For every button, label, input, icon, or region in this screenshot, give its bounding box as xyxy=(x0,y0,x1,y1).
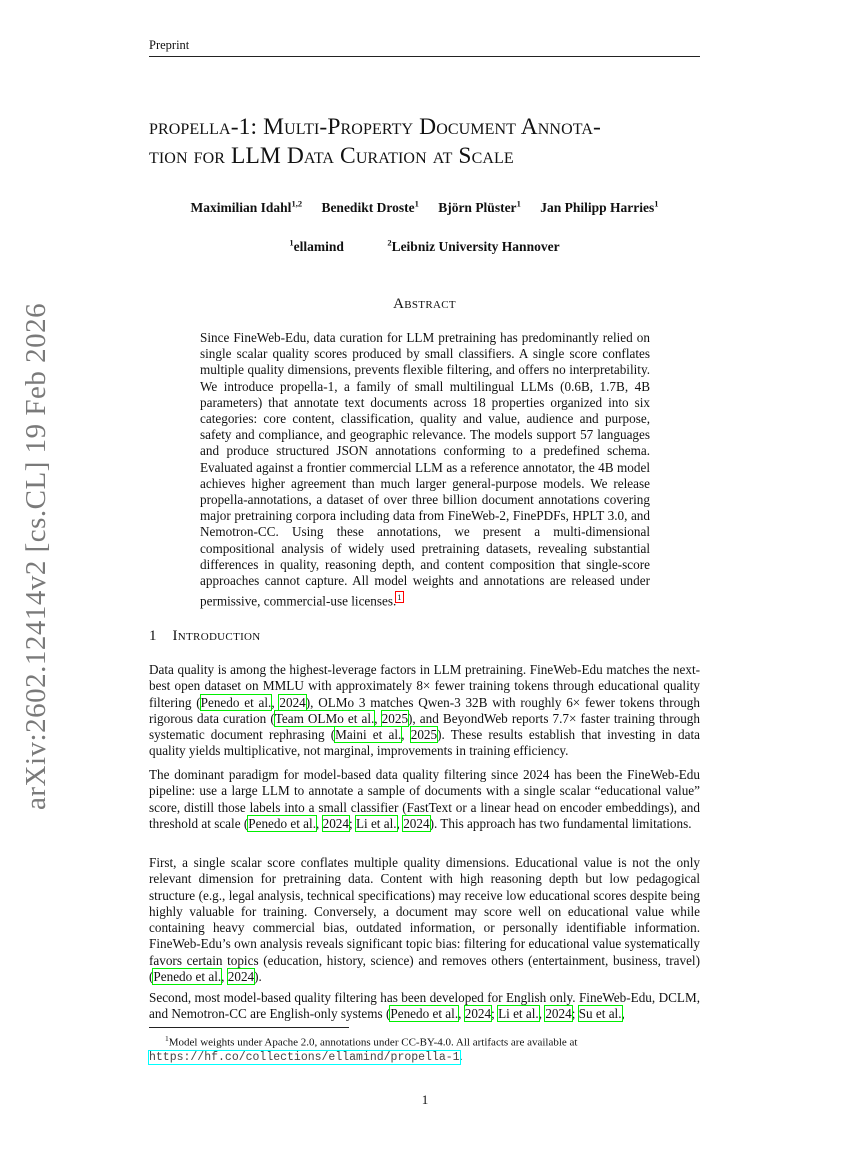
author: Björn Plüster$^1$ xyxy=(438,198,521,215)
paragraph: Second, most model-based quality filtering has been developed for English only. FineWeb-Edu, DCLM, and Nemotron-CC are English-only systems (Penedo et al., 2024; Li et al., 2024; Su et al., xyxy=(149,990,700,1022)
author: Benedikt Droste$^1$ xyxy=(321,198,419,215)
header-rule xyxy=(149,56,700,57)
citation-link[interactable]: Penedo et al. xyxy=(390,1006,459,1022)
author: Maximilian Idahl$^{1,2}$ xyxy=(190,198,303,215)
abstract-heading: Abstract xyxy=(393,296,456,312)
paragraph: First, a single scalar score conflates multiple quality dimensions. Educational value is not the only relevant dimension for pretraining data. Content with high reasoning depth but low pedagogical structure (e.g., legal analysis, technical specifications) may receive low educational scores despite being highly valuable for training. Conversely, a document may score well on educational value while containing heavy commercial bias, outdated information, or personally identifiable information. FineWeb-Edu’s own analysis reveals significant topic bias: filtering for educational value systematically favors certain topics (education, history, science) and removes others (entertainment, business, travel) (Penedo et al., 2024). xyxy=(149,855,700,985)
citation-year-link[interactable]: 2024 xyxy=(279,694,306,710)
footnote-link[interactable]: 1 xyxy=(397,592,402,603)
paragraph: Data quality is among the highest-leverage factors in LLM pretraining. FineWeb-Edu matches the next-best open dataset on MMLU with approximately 8× fewer training tokens through educational quality filtering (Penedo et al., 2024), OLMo 3 matches Qwen-3 32B with roughly 6× fewer tokens through rigorous data curation (Team OLMo et al., 2025), and BeyondWeb reports 7.7× faster training through systematic document rephrasing (Maini et al., 2025). These results establish that investing in data quality yields multiplicative, not marginal, improvements in training efficiency. xyxy=(149,662,700,759)
running-head: Preprint xyxy=(149,38,190,52)
affiliation: $^1$ellamind xyxy=(289,237,344,254)
section-title: Introduction xyxy=(172,628,261,644)
citation-link[interactable]: Su et al. xyxy=(578,1006,622,1022)
footnote-mark: 1 xyxy=(165,1034,169,1043)
citation-link[interactable]: Maini et al. xyxy=(335,727,402,743)
citation-year-link[interactable]: 2024 xyxy=(227,969,255,985)
affiliation: $^2$Leibniz University Hannover xyxy=(387,237,560,254)
paragraph: The dominant paradigm for model-based data quality filtering since 2024 has been the FineWeb-Edu pipeline: use a large LLM to annotate a sample of documents with a single scalar “educational value” score, distill those labels into a small classifier (FastText or a linear head on encoder embeddings), and threshold at scale (Penedo et al., 2024; Li et al., 2024). This approach has two fundamental limitations. xyxy=(149,767,700,831)
title-line-2: tion for LLM Data Curation at Scale xyxy=(149,143,514,169)
citation-year-link[interactable]: 2024 xyxy=(464,1006,492,1022)
citation-link[interactable]: Penedo et al. xyxy=(153,969,222,985)
arxiv-identifier-stamp: arXiv:2602.12414v2 [cs.CL] 19 Feb 2026 xyxy=(20,302,52,810)
section-heading xyxy=(149,628,261,645)
citation-link[interactable]: Li et al. xyxy=(498,1006,539,1022)
citation-year-link[interactable]: 2025 xyxy=(381,710,409,726)
citation-link[interactable]: Penedo et al. xyxy=(200,694,272,710)
citation-year-link[interactable]: 2024 xyxy=(322,815,349,831)
paper-title xyxy=(149,113,709,171)
artifacts-url-link[interactable]: https://hf.co/collections/ellamind/propella-1 xyxy=(149,1051,460,1065)
footnote-rule xyxy=(149,1027,349,1028)
author-list xyxy=(149,198,700,216)
citation-year-link[interactable]: 2024 xyxy=(403,815,430,831)
footnote: $^1$Model weights under Apache 2.0, annotations under CC-BY-4.0. All artifacts are available at https://hf.co/collections/ellamind/propella-1. xyxy=(149,1034,578,1065)
affiliation-list xyxy=(149,237,700,255)
citation-link[interactable]: Penedo et al. xyxy=(248,815,316,831)
citation-link[interactable]: Team OLMo et al. xyxy=(274,710,375,726)
title-line-1: propella-1: Multi-Property Document Annota- xyxy=(149,114,601,140)
citation-year-link[interactable]: 2024 xyxy=(545,1006,572,1022)
author: Jan Philipp Harries$^1$ xyxy=(540,198,659,215)
page-number: 1 xyxy=(421,1092,429,1107)
citation-link[interactable]: Li et al. xyxy=(355,815,397,831)
citation-year-link[interactable]: 2025 xyxy=(410,727,438,743)
abstract-text: Since FineWeb-Edu, data curation for LLM pretraining has predominantly relied on single scalar quality scores produced by small classifiers. A single score conflates multiple quality dimensions, prevents flexible filtering, and offers no interpretability. We introduce propella-1, a family of small multilingual LLMs (0.6B, 1.7B, 4B parameters) that annotate text documents across 18 properties organized into six categories: core content, classification, quality and value, audience and purpose, safety and compliance, and geographic relevance. The models support 57 languages and produce structured JSON annotations conforming to a predefined schema. Evaluated against a frontier commercial LLM as a reference annotator, the 4B model achieves higher agreement than much larger general-purpose models. We release propella-annotations, a dataset of over three billion document annotations covering major pretraining corpora including data from FineWeb-2, FinePDFs, HPLT 3.0, and Nemotron-CC. Using these annotations, we present a multi-dimensional compositional analysis of widely used pretraining datasets, revealing substantial differences in quality, reasoning depth, and content composition that single-score approaches cannot capture. All model weights and annotations are released under permissive, commercial-use licenses.$^1$ xyxy=(200,330,650,609)
section-number: 1 xyxy=(149,628,157,644)
